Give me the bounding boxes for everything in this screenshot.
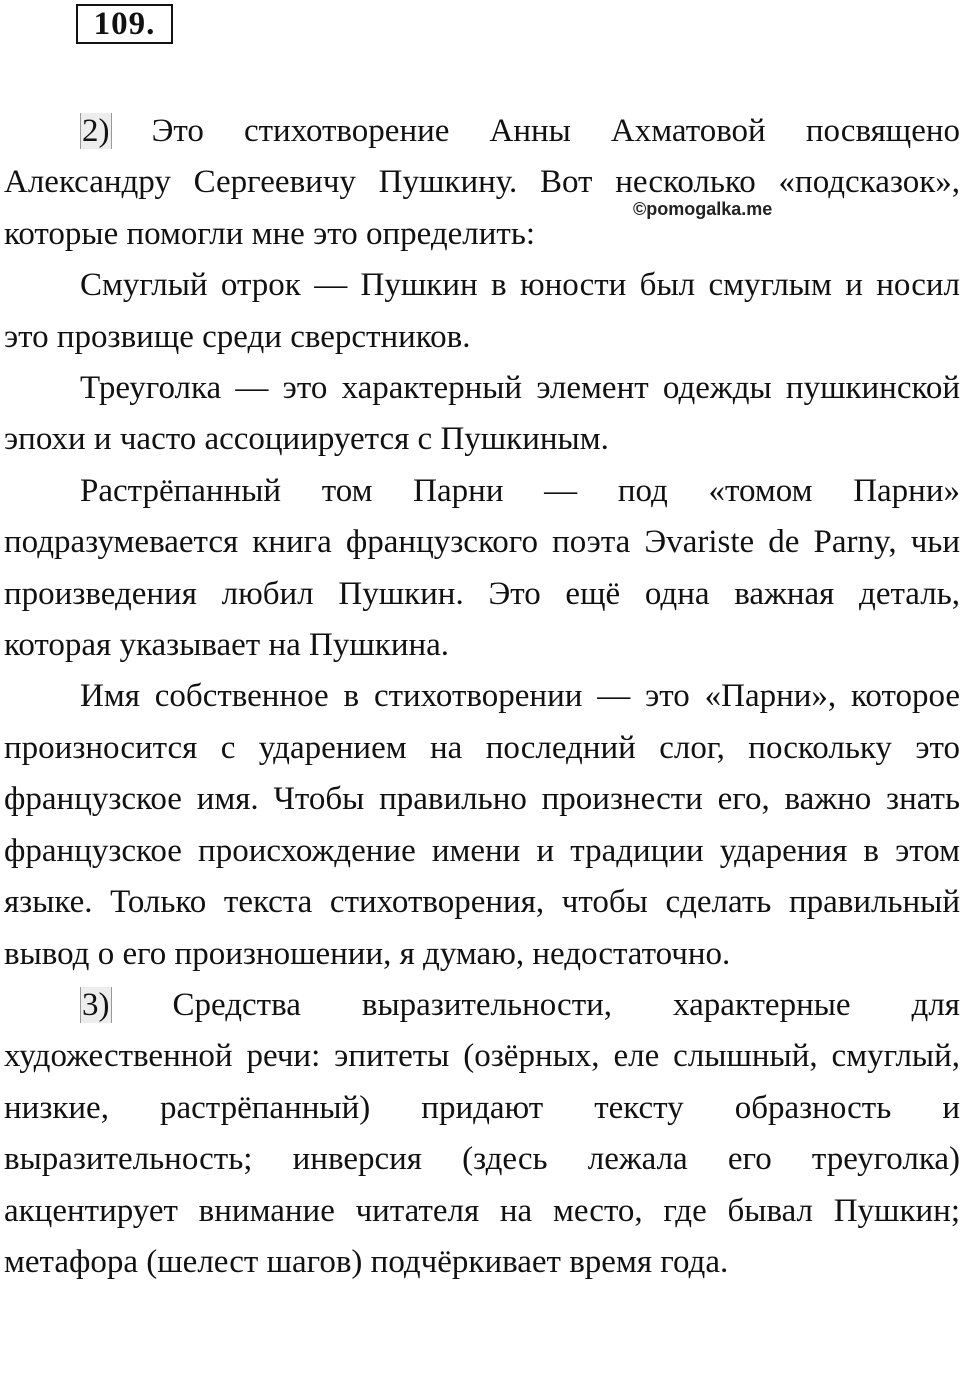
answer-text — [4, 106, 960, 1288]
section-2-marker: 2) — [82, 113, 110, 149]
section-2-intro — [4, 106, 960, 260]
task-number: 109. — [76, 4, 173, 44]
section-2-intro-text: Это стихотворение Анны Ахматовой посвящено Александру Сергеевичу Пушкину. Вот несколько «подсказок», которые помогли мне это определить: — [4, 113, 960, 252]
paragraph-treugolka: Треуголка — это характерный элемент одежды пушкинской эпохи и часто ассоциируется с Пушкиным. — [4, 370, 960, 458]
paragraph-smuglyi-otrok: Смуглый отрок — Пушкин в юности был смуглым и носил это прозвище среди сверстников. — [4, 267, 960, 355]
section-3-marker: 3) — [82, 986, 110, 1023]
watermark: ©pomogalka.me — [633, 199, 773, 219]
section-3-intro-text: Средства выразительности, характерные для художественной речи: эпитеты (озёрных, еле слышный, смуглый, низкие, растрёпанный) придают тексту образность и выразительность; инверсия (здесь лежала его треуголка) акцентирует внимание читателя на место, где бывал Пушкин; метафора (шелест шагов) подчёркивает время года. — [4, 986, 960, 1280]
paragraph-imya-sobstvennoe: Имя собственное в стихотворении — это «Парни», которое произносится с ударением на последний слог, поскольку это французское имя. Чтобы правильно произнести его, важно знать французское происхождение имени и традиции ударения в этом языке. Только текста стихотворения, чтобы сделать правильный вывод о его произношении, я думаю, недостаточно. — [4, 678, 960, 972]
section-3-intro — [4, 980, 960, 1288]
paragraph-tom-parni: Растрёпанный том Парни — под «томом Парни» подразумевается книга французского поэта Эvariste de Parny, чьи произведения любил Пушкин. Это ещё одна важная деталь, которая указывает на Пушкина. — [4, 472, 960, 664]
